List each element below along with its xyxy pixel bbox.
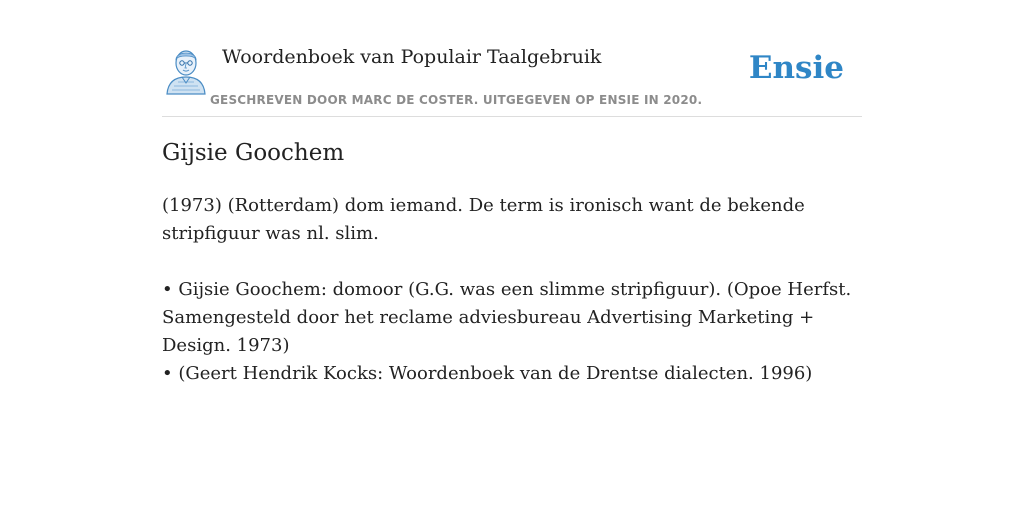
author-portrait-icon[interactable] [164,46,208,96]
author-byline: GESCHREVEN DOOR MARC DE COSTER. UITGEGEVEN OP ENSIE IN 2020. [210,93,703,107]
entry-body [162,192,862,388]
page-header [162,40,862,117]
book-title[interactable]: Woordenboek van Populair Taalgebruik [222,46,602,68]
citation-item: • (Geert Hendrik Kocks: Woordenboek van de Drentse dialecten. 1996) [162,363,813,384]
entry-title: Gijsie Goochem [162,140,345,166]
entry-definition: (1973) (Rotterdam) dom iemand. De term is ironisch want de bekende stripfiguur was nl. slim. [162,195,805,244]
ensie-logo[interactable]: Ensie [748,50,844,86]
citation-item: • Gijsie Goochem: domoor (G.G. was een slimme stripfiguur). (Opoe Herfst. Samengesteld door het reclame adviesbureau Advertising Marketing + Design. 1973) [162,279,852,356]
